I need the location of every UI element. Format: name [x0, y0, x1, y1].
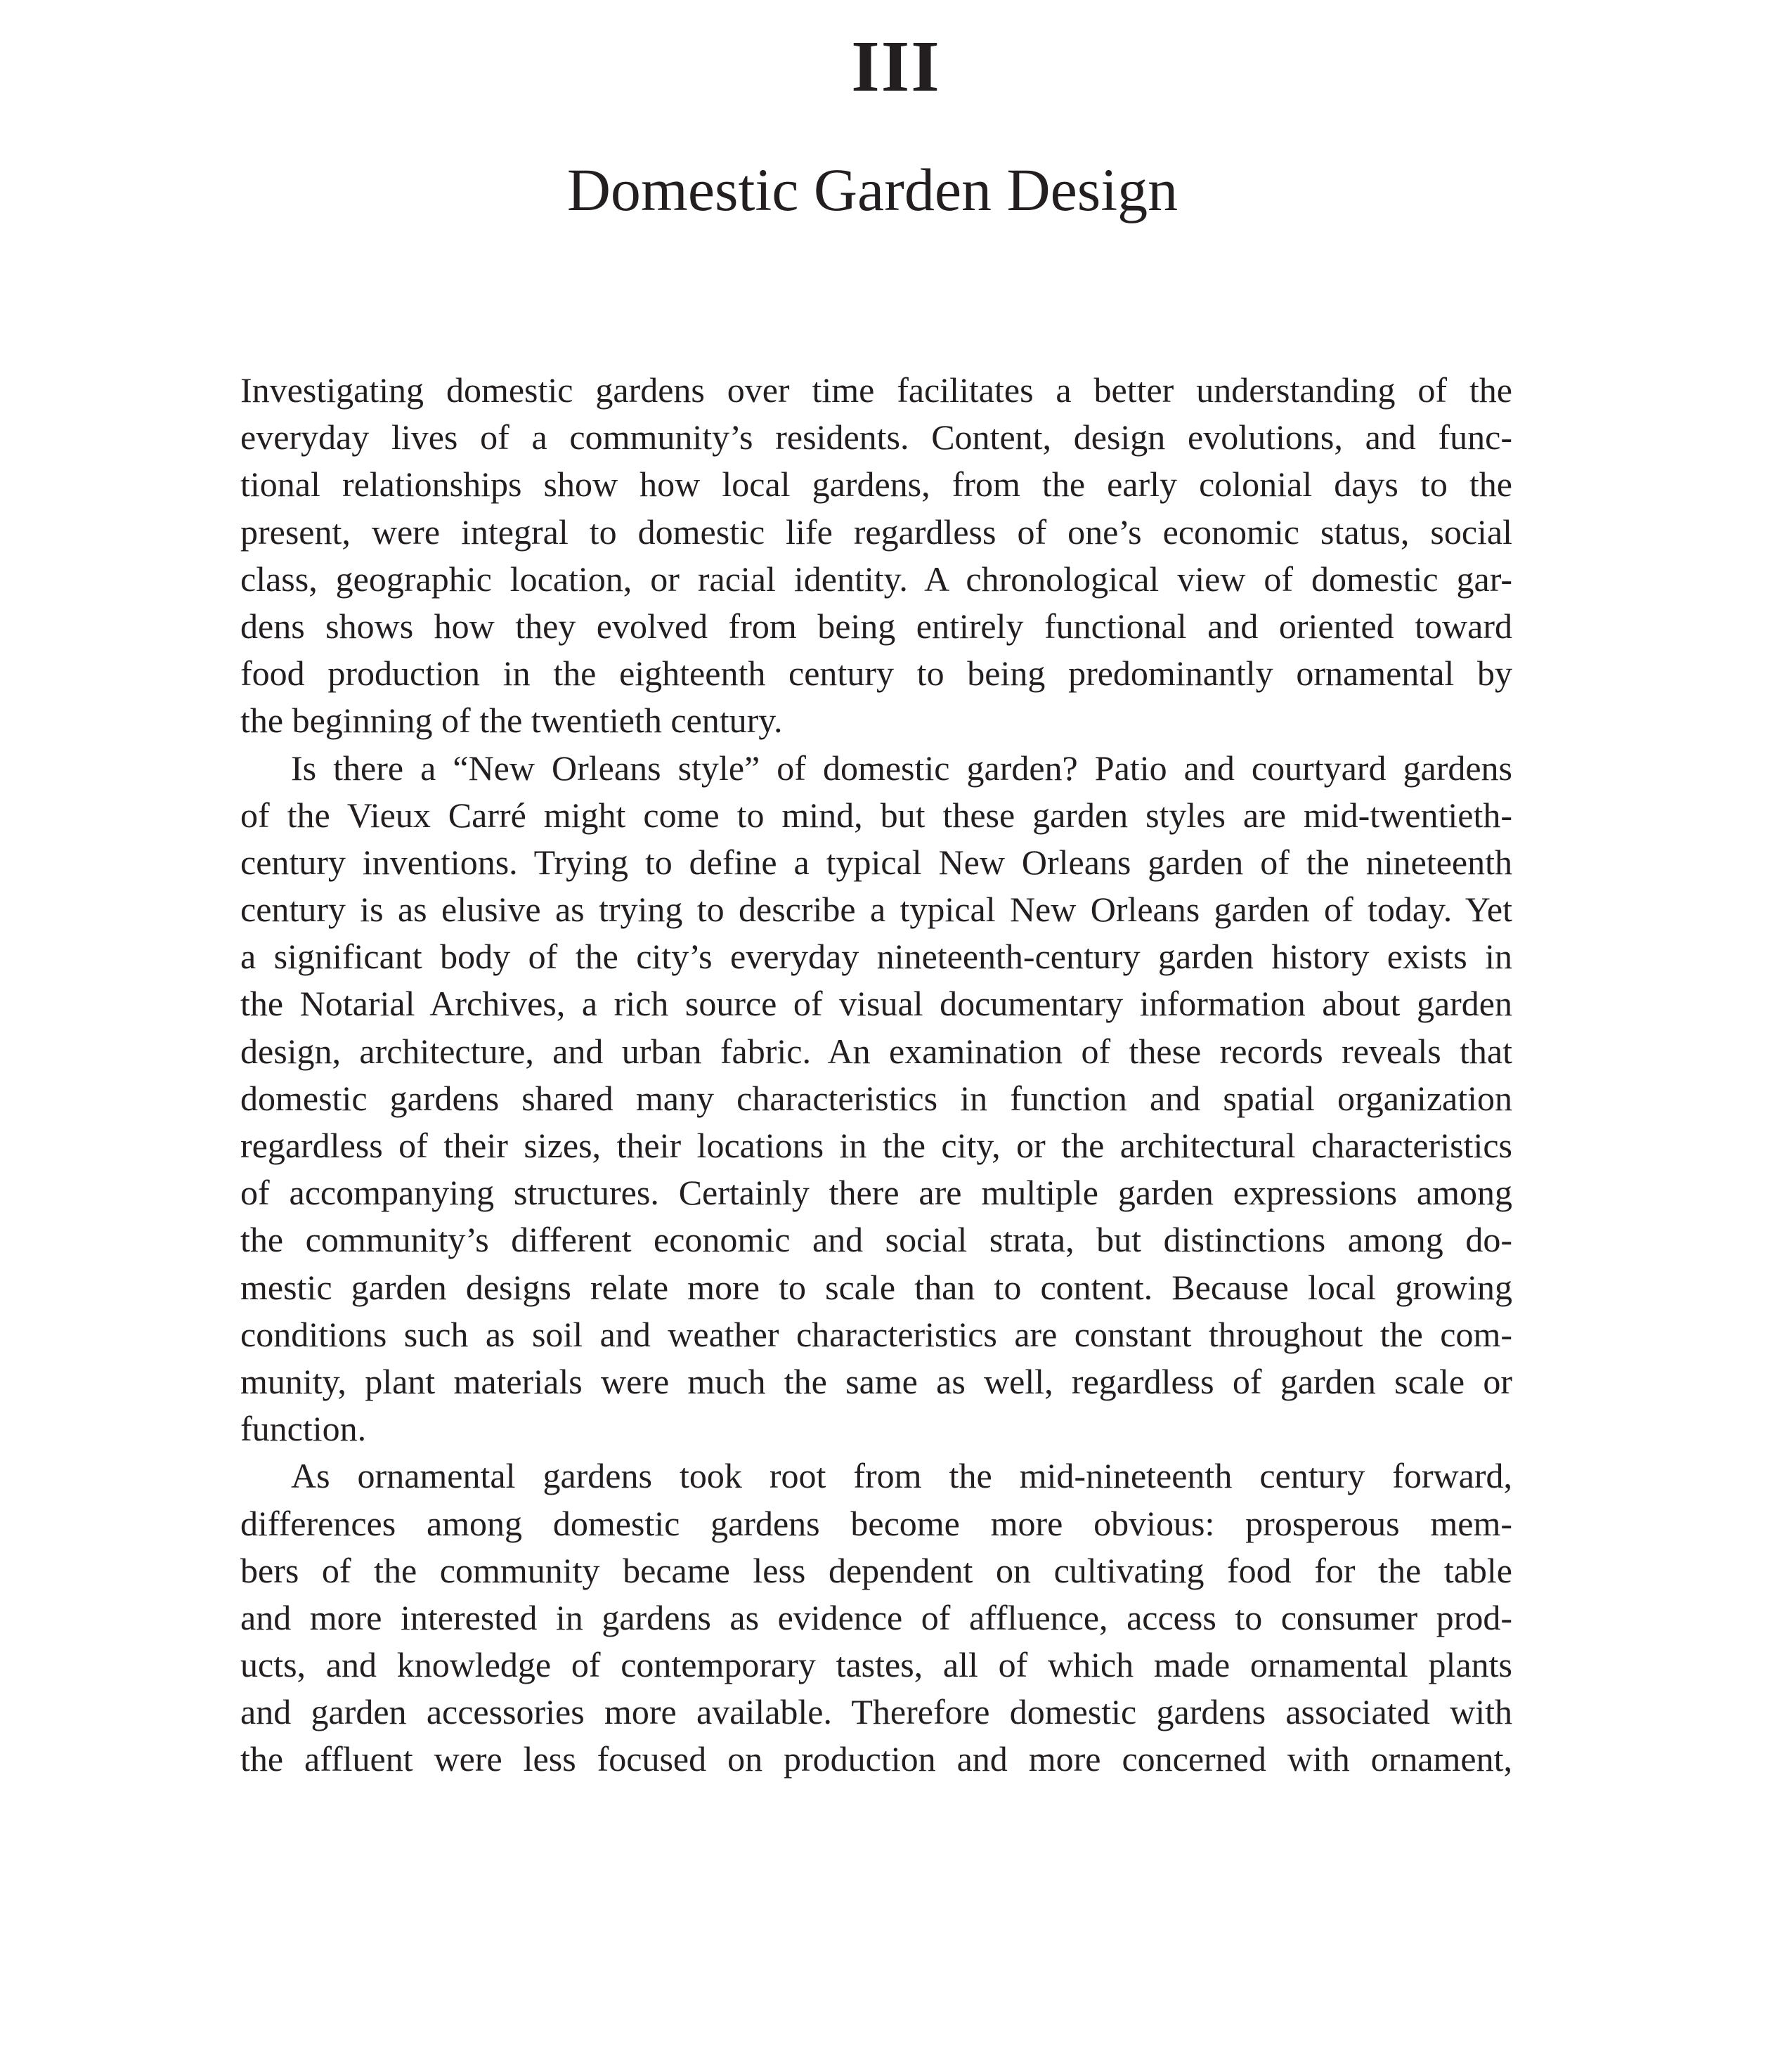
- text-line: ucts, and knowledge of contemporary tastes, all of which made ornamental plants: [240, 1645, 1512, 1685]
- text-line: domestic gardens shared many characteristics in function and spatial organization: [240, 1078, 1512, 1118]
- text-line: everyday lives of a community’s residents. Content, design evolutions, and func-: [240, 417, 1512, 457]
- text-line: class, geographic location, or racial identity. A chronological view of domestic gar-: [240, 559, 1512, 599]
- text-line: tional relationships show how local gardens, from the early colonial days to the: [240, 464, 1512, 505]
- text-line: dens shows how they evolved from being entirely functional and oriented toward: [240, 606, 1512, 646]
- text-line: the affluent were less focused on production and more concerned with ornament,: [240, 1739, 1512, 1779]
- text-line: a significant body of the city’s everyday nineteenth-century garden history exists in: [240, 937, 1512, 977]
- text-line: the beginning of the twentieth century.: [240, 701, 783, 741]
- text-line: Investigating domestic gardens over time facilitates a better understanding of the: [240, 370, 1512, 410]
- text-line: design, architecture, and urban fabric. An examination of these records reveals that: [240, 1031, 1512, 1071]
- text-line: and garden accessories more available. Therefore domestic gardens associated with: [240, 1692, 1512, 1732]
- paragraph-2: [240, 745, 1512, 1453]
- text-line: regardless of their sizes, their locations in the city, or the architectural characteristics: [240, 1126, 1512, 1165]
- chapter-title: Domestic Garden Design: [566, 156, 1179, 223]
- text-line: As ornamental gardens took root from the mid-nineteenth century forward,: [291, 1456, 1512, 1496]
- text-line: of accompanying structures. Certainly there are multiple garden expressions among: [240, 1173, 1512, 1213]
- text-line: bers of the community became less dependent on cultivating food for the table: [240, 1550, 1512, 1590]
- paragraph-3: [240, 1452, 1512, 1783]
- chapter-number: III: [851, 26, 941, 107]
- text-line: differences among domestic gardens become more obvious: prosperous mem-: [240, 1503, 1512, 1543]
- text-line: of the Vieux Carré might come to mind, but these garden styles are mid-twentieth-: [240, 795, 1512, 835]
- text-line: present, were integral to domestic life regardless of one’s economic status, social: [240, 512, 1512, 552]
- text-line: and more interested in gardens as evidence of affluence, access to consumer prod-: [240, 1597, 1512, 1637]
- text-line: munity, plant materials were much the same as well, regardless of garden scale or: [240, 1361, 1512, 1401]
- paragraph-1: [240, 367, 1512, 745]
- text-line: Is there a “New Orleans style” of domestic garden? Patio and courtyard gardens: [291, 748, 1512, 788]
- text-line: food production in the eighteenth century to being predominantly ornamental by: [240, 654, 1512, 694]
- text-line: the Notarial Archives, a rich source of visual documentary information about garden: [240, 984, 1512, 1024]
- body-text: [240, 367, 1512, 1783]
- text-line: conditions such as soil and weather characteristics are constant throughout the com-: [240, 1314, 1512, 1354]
- text-line: the community’s different economic and social strata, but distinctions among do-: [240, 1220, 1512, 1260]
- text-line: function.: [240, 1409, 367, 1449]
- text-line: century is as elusive as trying to describe a typical New Orleans garden of today. Yet: [240, 890, 1512, 930]
- text-line: century inventions. Trying to define a typical New Orleans garden of the nineteenth: [240, 842, 1512, 882]
- text-line: mestic garden designs relate more to scale than to content. Because local growing: [240, 1267, 1512, 1307]
